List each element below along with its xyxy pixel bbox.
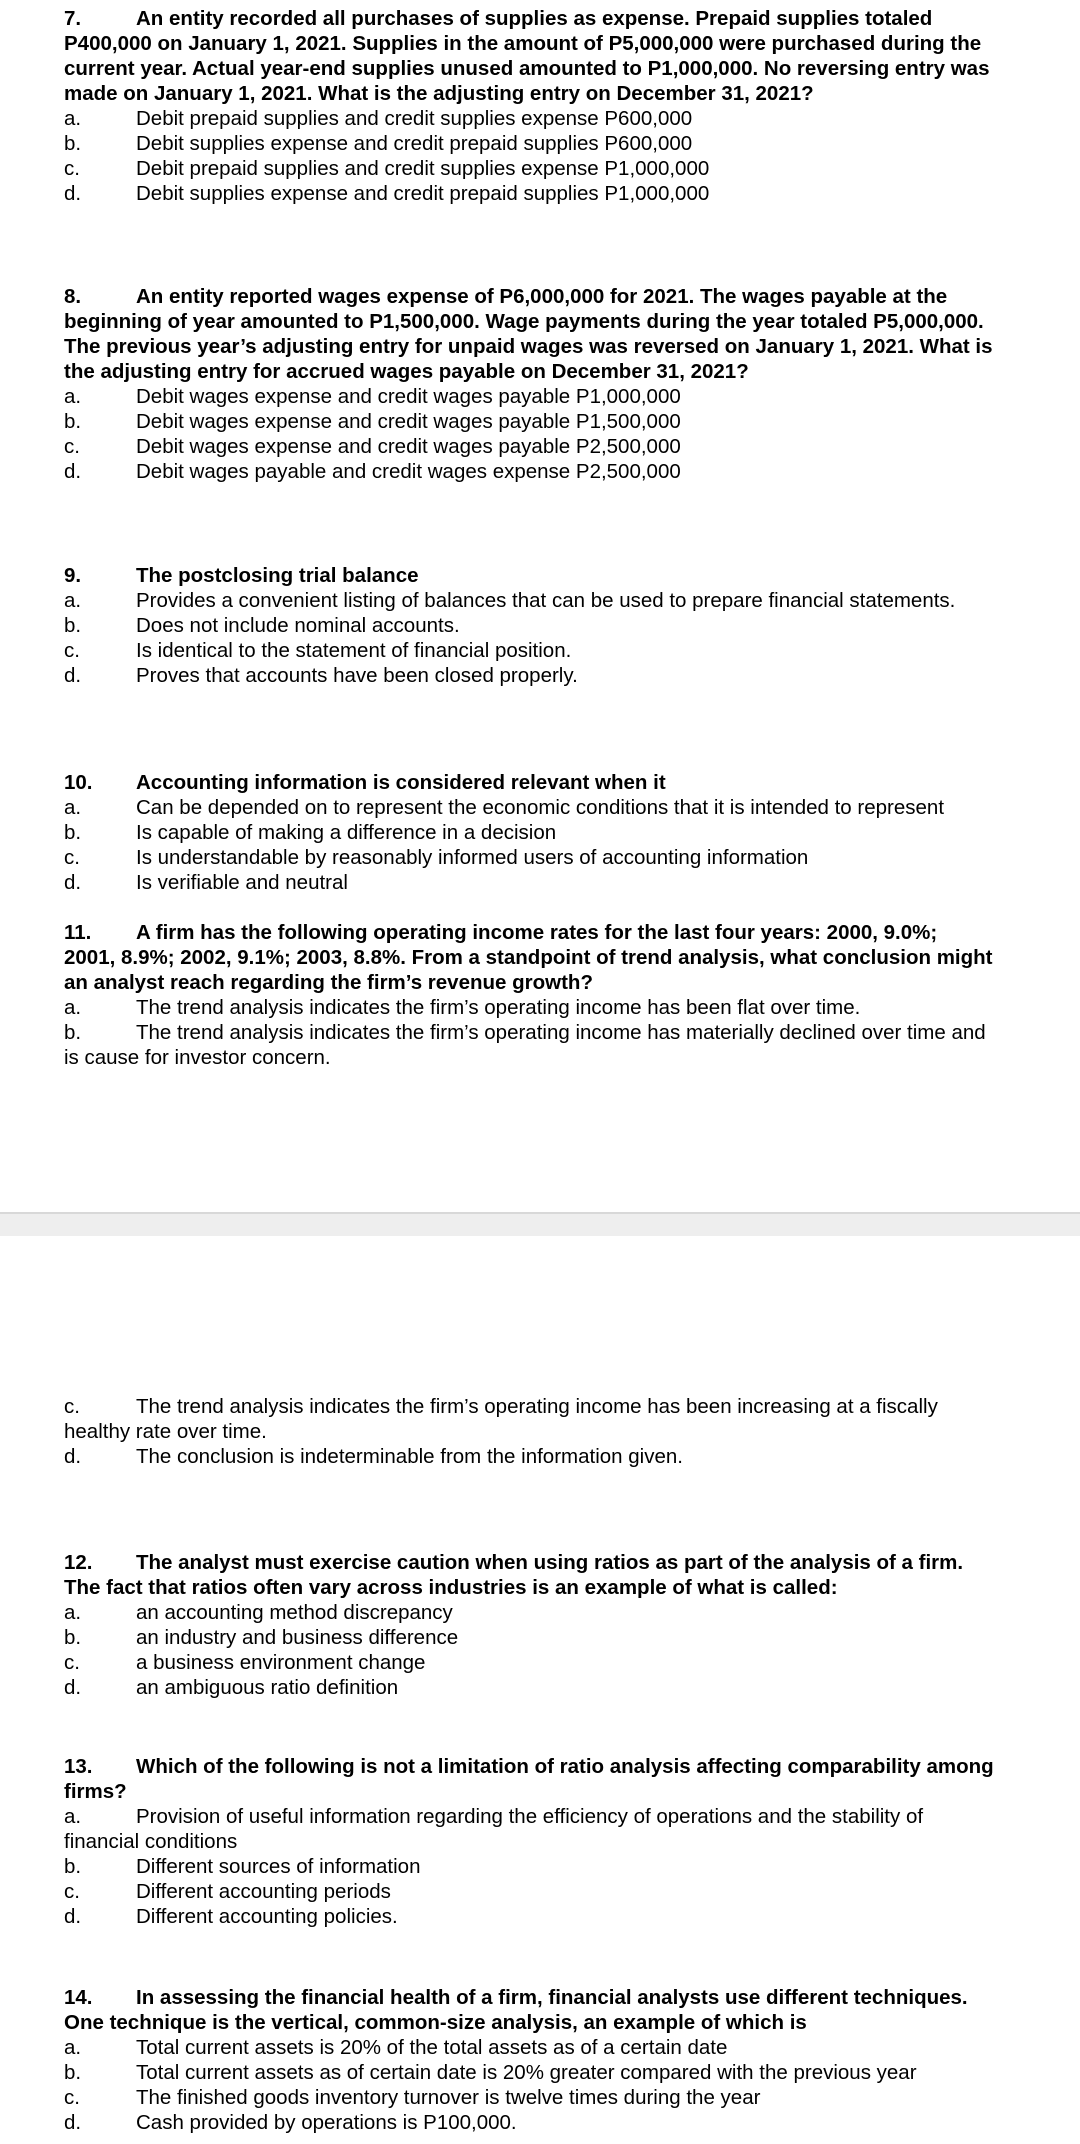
option-letter: d. xyxy=(64,871,82,894)
option-letter: b. xyxy=(64,821,82,844)
option-letter: a. xyxy=(64,2036,82,2059)
option-letter: a. xyxy=(64,385,82,408)
option-a xyxy=(64,795,994,820)
page-break xyxy=(0,1212,1080,1238)
question-number: 10. xyxy=(64,771,93,794)
option-text: The trend analysis indicates the firm’s operating income has been increasing at a fiscally healthy rate over time. xyxy=(64,1395,938,1443)
option-a xyxy=(64,1804,994,1854)
option-letter: d. xyxy=(64,2111,82,2134)
question-number: 11. xyxy=(64,921,92,944)
option-c xyxy=(64,434,994,459)
option-letter: d. xyxy=(64,1445,82,1468)
option-text: an accounting method discrepancy xyxy=(136,1601,453,1624)
question-text: An entity reported wages expense of P6,000,000 for 2021. The wages payable at the beginning of year amounted to P1,500,000. Wage payments during the year totaled P5,000,000. The previous year’s adjusting entry for unpaid wages was reversed on January 1, 2021. What is the adjusting entry for accrued wages payable on December 31, 2021? xyxy=(64,285,993,383)
question-text: An entity recorded all purchases of supplies as expense. Prepaid supplies totaled P400,000 on January 1, 2021. Supplies in the amount of P5,000,000 were purchased during the current year. Actual year-end supplies unused amounted to P1,000,000. No reversing entry was made on January 1, 2021. What is the adjusting entry on December 31, 2021? xyxy=(64,7,990,105)
question-11 xyxy=(64,920,994,1070)
option-text: The conclusion is indeterminable from the information given. xyxy=(136,1445,683,1468)
option-letter: b. xyxy=(64,1626,82,1649)
option-text: a business environment change xyxy=(136,1651,426,1674)
option-text: The trend analysis indicates the firm’s operating income has been flat over time. xyxy=(136,996,861,1019)
option-letter: c. xyxy=(64,2086,80,2109)
option-text: Debit wages expense and credit wages payable P1,000,000 xyxy=(136,385,681,408)
question-number: 8. xyxy=(64,285,82,308)
option-d xyxy=(64,1675,994,1700)
option-text: Debit prepaid supplies and credit supplies expense P1,000,000 xyxy=(136,157,710,180)
question-11-continued xyxy=(64,1394,994,1469)
question-9 xyxy=(64,563,994,688)
option-text: Debit prepaid supplies and credit supplies expense P600,000 xyxy=(136,107,693,130)
option-letter: d. xyxy=(64,1676,82,1699)
option-b xyxy=(64,131,994,156)
option-text: Can be depended on to represent the economic conditions that it is intended to represent xyxy=(136,796,945,819)
option-text: Different sources of information xyxy=(136,1855,421,1878)
option-text: Is understandable by reasonably informed users of accounting information xyxy=(136,846,809,869)
option-c xyxy=(64,638,994,663)
option-text: an industry and business difference xyxy=(136,1626,459,1649)
option-letter: d. xyxy=(64,460,82,483)
option-letter: b. xyxy=(64,2061,82,2084)
option-text: Provision of useful information regarding the efficiency of operations and the stability of financial conditions xyxy=(64,1805,924,1853)
option-b xyxy=(64,1854,994,1879)
option-text: Total current assets is 20% of the total assets as of a certain date xyxy=(136,2036,728,2059)
option-a xyxy=(64,588,994,613)
question-stem xyxy=(64,563,994,588)
option-text: Debit wages payable and credit wages expense P2,500,000 xyxy=(136,460,681,483)
option-b xyxy=(64,1625,994,1650)
question-8 xyxy=(64,284,994,484)
question-14 xyxy=(64,1985,994,2135)
question-stem xyxy=(64,920,994,995)
option-text: Debit wages expense and credit wages payable P1,500,000 xyxy=(136,410,681,433)
question-stem xyxy=(64,1550,994,1600)
question-stem xyxy=(64,6,994,106)
option-text: Debit wages expense and credit wages payable P2,500,000 xyxy=(136,435,681,458)
option-letter: c. xyxy=(64,846,80,869)
option-text: Provides a convenient listing of balances that can be used to prepare financial statements. xyxy=(136,589,956,612)
option-letter: d. xyxy=(64,1905,82,1928)
option-letter: b. xyxy=(64,1855,82,1878)
option-c xyxy=(64,1650,994,1675)
option-text: The trend analysis indicates the firm’s operating income has materially declined over time and is cause for investor concern. xyxy=(64,1021,986,1069)
question-text: The analyst must exercise caution when using ratios as part of the analysis of a firm. The fact that ratios often vary across industries is an example of what is called: xyxy=(64,1551,964,1599)
option-letter: b. xyxy=(64,410,82,433)
option-letter: a. xyxy=(64,1601,82,1624)
option-a xyxy=(64,2035,994,2060)
option-text: Different accounting policies. xyxy=(136,1905,398,1928)
option-text: Is capable of making a difference in a decision xyxy=(136,821,557,844)
option-letter: c. xyxy=(64,435,80,458)
question-text: The postclosing trial balance xyxy=(136,564,419,587)
option-letter: c. xyxy=(64,1651,80,1674)
option-text: The finished goods inventory turnover is twelve times during the year xyxy=(136,2086,761,2109)
option-d xyxy=(64,2110,994,2135)
option-a xyxy=(64,384,994,409)
option-b xyxy=(64,1020,994,1070)
question-stem xyxy=(64,284,994,384)
question-7 xyxy=(64,6,994,206)
option-text: Debit supplies expense and credit prepaid supplies P600,000 xyxy=(136,132,693,155)
option-text: an ambiguous ratio definition xyxy=(136,1676,399,1699)
option-letter: a. xyxy=(64,107,82,130)
option-letter: a. xyxy=(64,589,82,612)
option-text: Total current assets as of certain date is 20% greater compared with the previous year xyxy=(136,2061,917,2084)
question-text: In assessing the financial health of a firm, financial analysts use different techniques. One technique is the vertical, common-size analysis, an example of which is xyxy=(64,1986,968,2034)
document-page-2 xyxy=(0,1236,1080,2144)
option-letter: a. xyxy=(64,996,82,1019)
option-text: Proves that accounts have been closed properly. xyxy=(136,664,578,687)
question-stem xyxy=(64,1754,994,1804)
option-c xyxy=(64,156,994,181)
option-letter: b. xyxy=(64,614,82,637)
option-d xyxy=(64,1904,994,1929)
option-text: Cash provided by operations is P100,000. xyxy=(136,2111,517,2134)
question-number: 9. xyxy=(64,564,82,587)
question-stem xyxy=(64,770,994,795)
option-letter: d. xyxy=(64,664,82,687)
option-d xyxy=(64,1444,994,1469)
question-12 xyxy=(64,1550,994,1700)
option-text: Is identical to the statement of financial position. xyxy=(136,639,572,662)
option-b xyxy=(64,613,994,638)
question-stem xyxy=(64,1985,994,2035)
option-letter: c. xyxy=(64,639,80,662)
question-number: 14. xyxy=(64,1986,93,2009)
option-text: Different accounting periods xyxy=(136,1880,391,1903)
option-text: Debit supplies expense and credit prepaid supplies P1,000,000 xyxy=(136,182,710,205)
option-letter: b. xyxy=(64,1021,82,1044)
option-letter: a. xyxy=(64,796,82,819)
question-text: A firm has the following operating income rates for the last four years: 2000, 9.0%; 2001, 8.9%; 2002, 9.1%; 2003, 8.8%. From a standpoint of trend analysis, what conclusion might an analyst reach regarding the firm’s revenue growth? xyxy=(64,921,993,994)
option-a xyxy=(64,995,994,1020)
option-b xyxy=(64,2060,994,2085)
option-c xyxy=(64,2085,994,2110)
option-c xyxy=(64,845,994,870)
option-d xyxy=(64,870,994,895)
option-letter: c. xyxy=(64,157,80,180)
option-d xyxy=(64,663,994,688)
question-number: 12. xyxy=(64,1551,93,1574)
option-text: Does not include nominal accounts. xyxy=(136,614,460,637)
option-c xyxy=(64,1879,994,1904)
option-letter: c. xyxy=(64,1395,80,1418)
option-text: Is verifiable and neutral xyxy=(136,871,348,894)
question-text: Accounting information is considered relevant when it xyxy=(136,771,666,794)
option-letter: b. xyxy=(64,132,82,155)
option-letter: d. xyxy=(64,182,82,205)
option-d xyxy=(64,459,994,484)
question-number: 13. xyxy=(64,1755,93,1778)
question-text: Which of the following is not a limitation of ratio analysis affecting comparability among firms? xyxy=(64,1755,994,1803)
option-letter: c. xyxy=(64,1880,80,1903)
option-b xyxy=(64,409,994,434)
question-13 xyxy=(64,1754,994,1929)
option-letter: a. xyxy=(64,1805,82,1828)
question-number: 7. xyxy=(64,7,82,30)
option-a xyxy=(64,1600,994,1625)
option-a xyxy=(64,106,994,131)
option-b xyxy=(64,820,994,845)
question-10 xyxy=(64,770,994,895)
option-c xyxy=(64,1394,994,1444)
option-d xyxy=(64,181,994,206)
